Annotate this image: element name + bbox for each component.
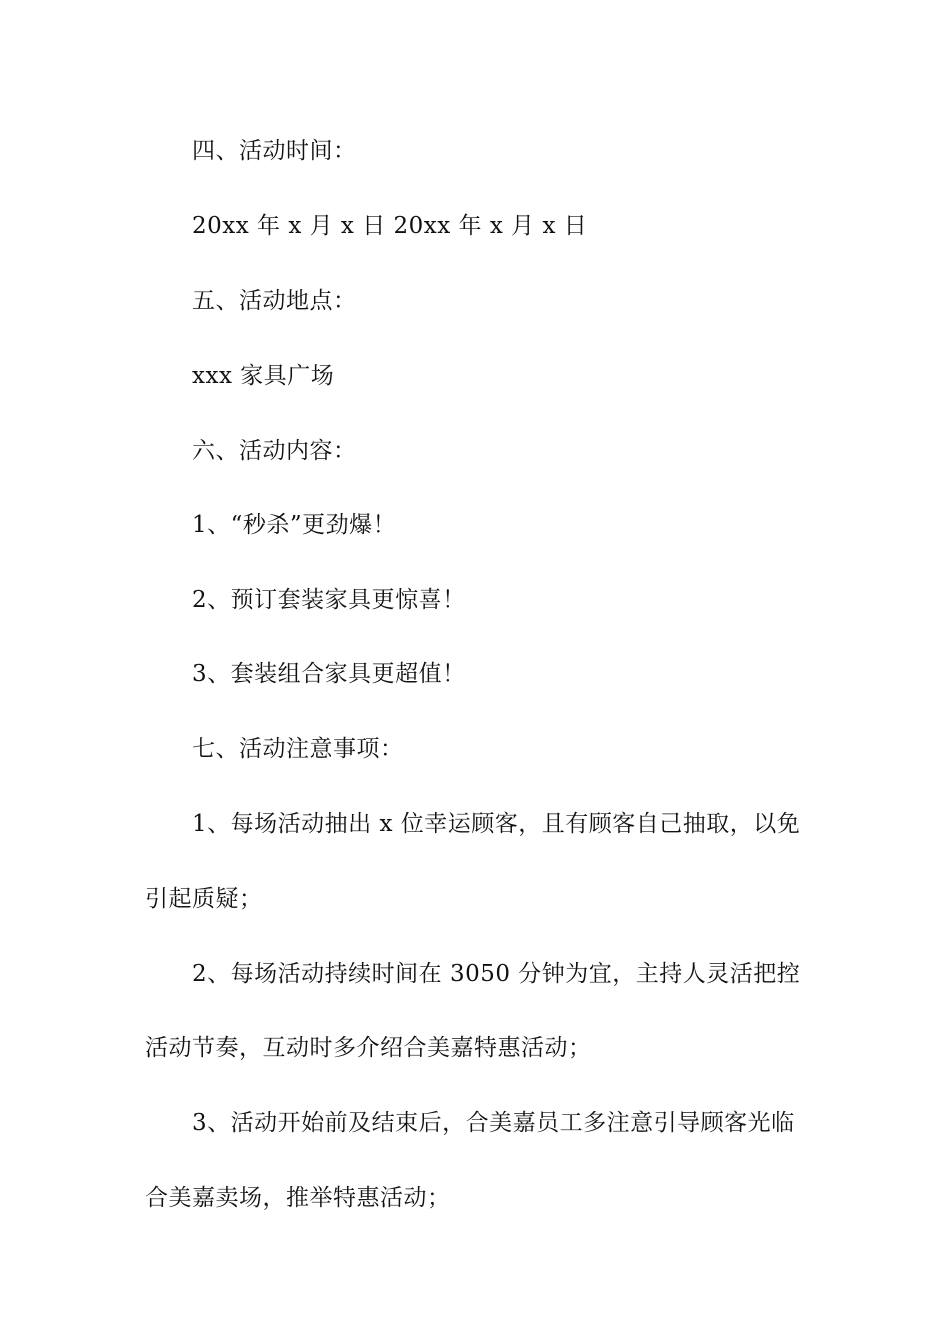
note-2-line-2: 活动节奏，互动时多介绍合美嘉特惠活动； — [145, 1035, 592, 1061]
content-item-3: 3、套装组合家具更超值！ — [192, 661, 466, 687]
section-heading-time: 四、活动时间： — [192, 138, 357, 164]
activity-location: xxx 家具广场 — [192, 363, 335, 389]
section-heading-content: 六、活动内容： — [192, 438, 357, 464]
content-item-1: 1、“秒杀”更劲爆！ — [192, 512, 397, 538]
content-item-2: 2、预订套装家具更惊喜！ — [192, 587, 466, 613]
note-3-line-1: 3、活动开始前及结束后，合美嘉员工多注意引导顾客光临 — [192, 1110, 795, 1136]
note-1-line-2: 引起质疑； — [145, 886, 263, 912]
note-3-line-2: 合美嘉卖场，推举特惠活动； — [145, 1185, 451, 1211]
note-1-line-1: 1、每场活动抽出 x 位幸运顾客，且有顾客自己抽取，以免 — [192, 811, 801, 837]
section-heading-location: 五、活动地点： — [192, 288, 357, 314]
section-heading-notes: 七、活动注意事项： — [192, 736, 404, 762]
activity-date-range: 20xx 年 x 月 x 日 20xx 年 x 月 x 日 — [192, 213, 588, 239]
note-2-line-1: 2、每场活动持续时间在 3050 分钟为宜，主持人灵活把控 — [192, 961, 801, 987]
